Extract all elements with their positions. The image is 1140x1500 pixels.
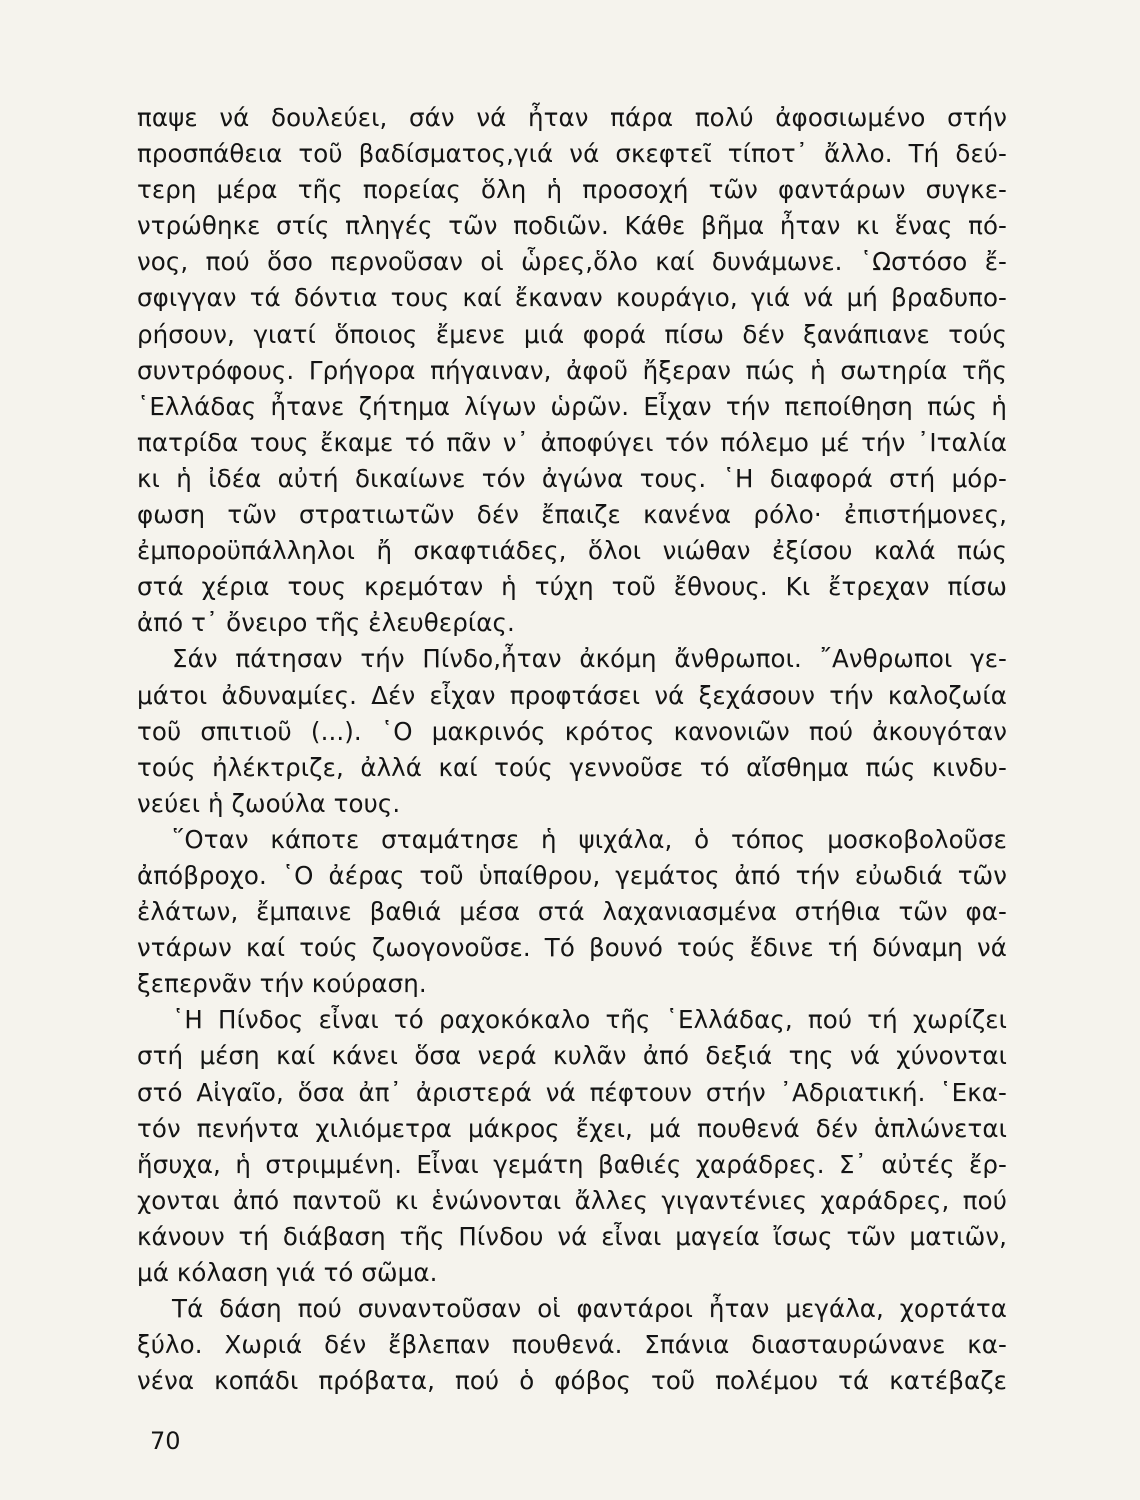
text-line: νος, πού ὅσο περνοῦσαν οἱ ὧρες,ὅλο καί δυνάμωνε. ῾Ωστόσο ἔ- [137, 247, 1007, 277]
text-line: σφιγγαν τά δόντια τους καί ἔκαναν κουράγιο, γιά νά μή βραδυπο- [137, 283, 1007, 313]
text-line: στά χέρια τους κρεμόταν ἡ τύχη τοῦ ἔθνους. Κι ἔτρεχαν πίσω [137, 572, 1007, 602]
text-line: τοῦ σπιτιοῦ (...). ῾Ο μακρινός κρότος κανονιῶν πού ἀκουγόταν [137, 716, 1007, 746]
text-line: ἐμποροϋπάλληλοι ἤ σκαφτιάδες, ὅλοι νιώθαν ἐξίσου καλά πώς [137, 536, 1007, 566]
text-line: χονται ἀπό παντοῦ κι ἑνώνονται ἄλλες γιγαντένιες χαράδρες, πού [137, 1185, 1007, 1215]
text-line: κάνουν τή διάβαση τῆς Πίνδου νά εἶναι μαγεία ἴσως τῶν ματιῶν, [137, 1221, 1007, 1251]
paragraph-start-line: Τά δάση πού συναντοῦσαν οἱ φαντάροι ἦταν μεγάλα, χορτάτα [172, 1294, 1007, 1324]
text-line: φωση τῶν στρατιωτῶν δέν ἔπαιζε κανένα ρόλο· ἐπιστήμονες, [137, 500, 1007, 530]
text-line: ἥσυχα, ἡ στριμμένη. Εἶναι γεμάτη βαθιές χαράδρες. Σ᾽ αὐτές ἔρ- [137, 1149, 1007, 1179]
text-line: ἐλάτων, ἔμπαινε βαθιά μέσα στά λαχανιασμένα στήθια τῶν φα- [137, 897, 1007, 927]
text-line: συντρόφους. Γρήγορα πήγαιναν, ἀφοῦ ἤξεραν πώς ἡ σωτηρία τῆς [137, 355, 1007, 385]
paragraph-start-line: ῾Η Πίνδος εἶναι τό ραχοκόκαλο τῆς ῾Ελλάδας, πού τή χωρίζει [172, 1005, 1007, 1035]
paragraph-start-line: Σάν πάτησαν τήν Πίνδο,ἦταν ἀκόμη ἄνθρωποι. ῎Ανθρωποι γε- [172, 644, 1007, 674]
text-line: μά κόλαση γιά τό σῶμα. [137, 1258, 438, 1287]
text-line: παψε νά δουλεύει, σάν νά ἦταν πάρα πολύ ἀφοσιωμένο στήν [137, 103, 1007, 132]
paragraph-start-line: ῞Οταν κάποτε σταμάτησε ἡ ψιχάλα, ὁ τόπος μοσκοβολοῦσε [172, 824, 1007, 854]
text-line: κι ἡ ἰδέα αὐτή δικαίωνε τόν ἀγώνα τους. ῾Η διαφορά στή μόρ- [137, 463, 1007, 493]
text-line: μάτοι ἀδυναμίες. Δέν εἶχαν προφτάσει νά ξεχάσουν τήν καλοζωία [137, 680, 1007, 710]
text-line: ῾Ελλάδας ἦτανε ζήτημα λίγων ὡρῶν. Εἶχαν τήν πεποίθηση πώς ἡ [137, 391, 1007, 421]
text-line: στή μέση καί κάνει ὅσα νερά κυλᾶν ἀπό δεξιά της νά χύνονται [137, 1041, 1007, 1071]
text-line: πατρίδα τους ἔκαμε τό πᾶν ν᾽ ἀποφύγει τόν πόλεμο μέ τήν ᾽Ιταλία [137, 427, 1007, 457]
text-line: νεύει ἡ ζωούλα τους. [137, 788, 401, 818]
text-line: ρήσουν, γιατί ὅποιος ἔμενε μιά φορά πίσω δέν ξανάπιανε τούς [137, 319, 1007, 349]
text-line: ξεπερνᾶν τήν κούραση. [137, 969, 427, 999]
text-line: τερη μέρα τῆς πορείας ὅλη ἡ προσοχή τῶν φαντάρων συγκε- [137, 175, 1007, 205]
page-number: 70 [150, 1427, 181, 1455]
text-line: ἀπό τ᾽ ὄνειρο τῆς ἐλευθερίας. [137, 608, 515, 638]
body-text [137, 100, 1007, 1399]
text-line: ἀπόβροχο. ῾Ο ἀέρας τοῦ ὑπαίθρου, γεμάτος ἀπό τήν εὐωδιά τῶν [137, 860, 1007, 890]
text-line: νένα κοπάδι πρόβατα, πού ὁ φόβος τοῦ πολέμου τά κατέβαζε [137, 1366, 1007, 1396]
text-line: στό Αἰγαῖο, ὅσα ἀπ᾽ ἀριστερά νά πέφτουν στήν ᾽Αδριατική. ῾Εκα- [137, 1077, 1007, 1107]
text-line: ξύλο. Χωριά δέν ἔβλεπαν πουθενά. Σπάνια διασταυρώνανε κα- [137, 1330, 1007, 1360]
text-line: ντάρων καί τούς ζωογονοῦσε. Τό βουνό τούς ἔδινε τή δύναμη νά [137, 933, 1007, 963]
text-line: τούς ἠλέκτριζε, ἀλλά καί τούς γεννοῦσε τό αἴσθημα πώς κινδυ- [137, 752, 1007, 782]
text-line: τόν πενήντα χιλιόμετρα μάκρος ἔχει, μά πουθενά δέν ἁπλώνεται [137, 1113, 1007, 1143]
text-line: προσπάθεια τοῦ βαδίσματος,γιά νά σκεφτεῖ τίποτ᾽ ἄλλο. Τή δεύ- [137, 139, 1007, 169]
text-line: ντρώθηκε στίς πληγές τῶν ποδιῶν. Κάθε βῆμα ἦταν κι ἕνας πό- [137, 211, 1007, 241]
